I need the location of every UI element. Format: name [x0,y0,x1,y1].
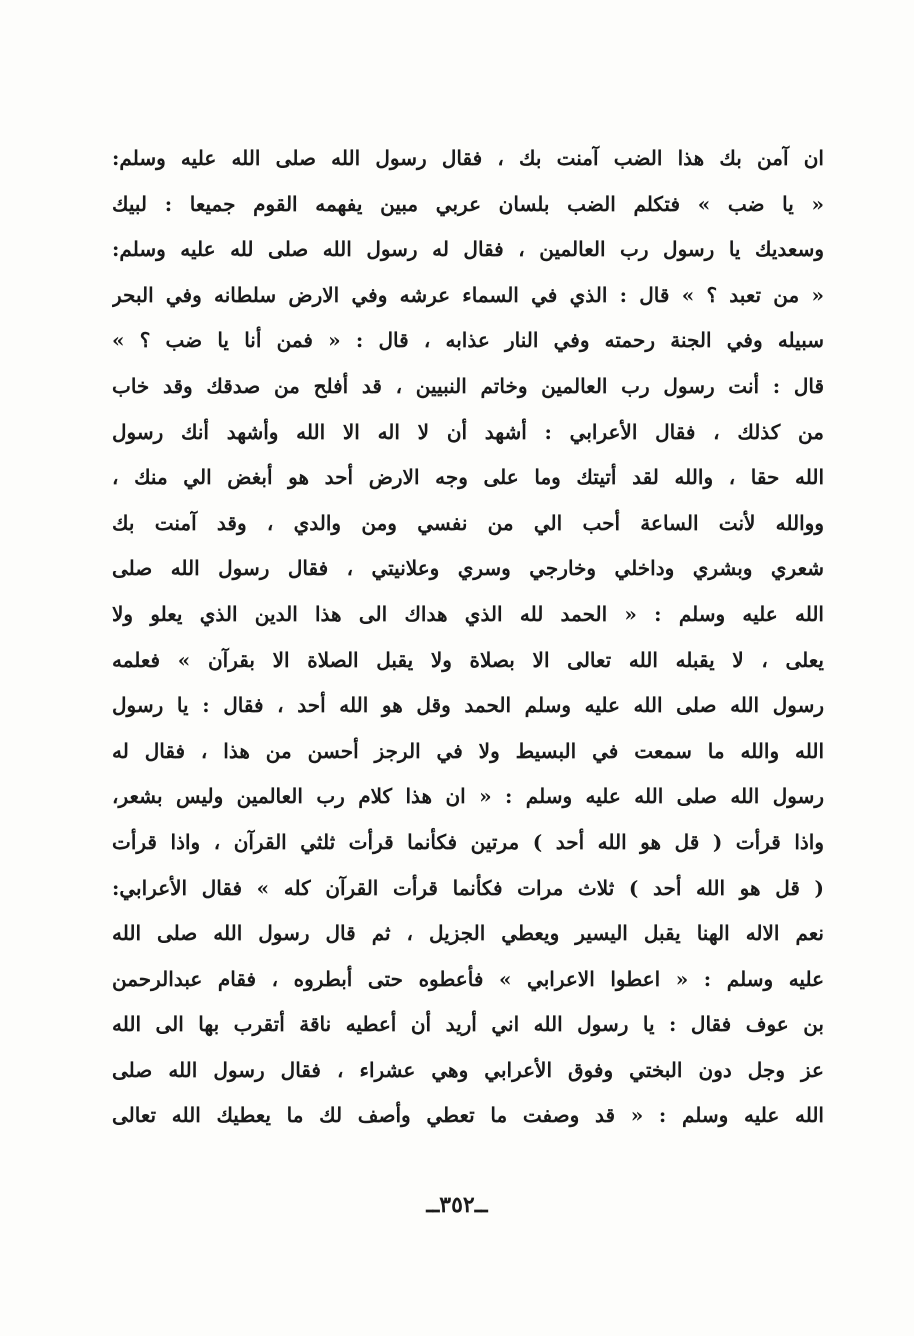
body-text [112,136,824,1139]
text-line: ( قل هو الله أحد ) ثلاث مرات فكأنما قرأت القرآن كله » فقال الأعرابي: [112,875,824,900]
page-number: ــ٣٥٢ــ [426,1192,488,1218]
text-line: رسول الله صلى الله عليه وسلم : « ان هذا كلام رب العالمين وليس بشعر، [112,784,824,809]
text-line: بن عوف فقال : يا رسول الله اني أريد أن أعطيه ناقة أتقرب بها الى الله [112,1012,824,1037]
text-line: قال : أنت رسول رب العالمين وخاتم النبيين ، قد أفلح من صدقك وقد خاب [112,373,824,398]
text-line: رسول الله صلى الله عليه وسلم الحمد وقل هو الله أحد ، فقال : يا رسول [112,693,824,718]
text-line: يعلى ، لا يقبله الله تعالى الا بصلاة ولا يقبل الصلاة الا بقرآن » فعلمه [112,647,824,672]
text-line: ان آمن بك هذا الضب آمنت بك ، فقال رسول الله صلى الله عليه وسلم: [112,146,824,170]
text-line: نعم الاله الهنا يقبل اليسير ويعطي الجزيل ، ثم قال رسول الله صلى الله [112,921,824,946]
text-line: واذا قرأت ( قل هو الله أحد ) مرتين فكأنما قرأت ثلثي القرآن ، واذا قرأت [112,829,824,854]
text-line: من كذلك ، فقال الأعرابي : أشهد أن لا اله الا الله وأشهد أنك رسول [112,419,824,444]
text-line: الله عليه وسلم : « قد وصفت ما تعطي وأصف لك ما يعطيك الله تعالى [112,1103,824,1128]
text-line: ووالله لأنت الساعة أحب الي من نفسي ومن والدي ، وقد آمنت بك [112,510,824,535]
text-line: وسعديك يا رسول رب العالمين ، فقال له رسول الله صلى لله عليه وسلم: [112,237,824,262]
text-line: عز وجل دون البختي وفوق الأعرابي وهي عشراء ، فقال رسول الله صلى [112,1057,824,1082]
text-line: الله عليه وسلم : « الحمد لله الذي هداك الى هذا الدين الذي يعلو ولا [112,601,824,626]
text-line: « يا ضب » فتكلم الضب بلسان عربي مبين يفهمه القوم جميعا : لبيك [112,191,824,216]
text-line: شعري وبشري وداخلي وخارجي وسري وعلانيتي ، فقال رسول الله صلى [112,556,824,581]
text-line: « من تعبد ؟ » قال : الذي في السماء عرشه وفي الارض سلطانه وفي البحر [112,282,824,307]
text-line: عليه وسلم : « اعطوا الاعرابي » فأعطوه حتى أبطروه ، فقام عبدالرحمن [112,966,824,991]
text-line: الله حقا ، والله لقد أتيتك وما على وجه الارض أحد هو أبغض الي منك ، [112,465,824,490]
text-line: سبيله وفي الجنة رحمته وفي النار عذابه ، قال : « فمن أنا يا ضب ؟ » [112,328,824,353]
text-line: الله والله ما سمعت في البسيط ولا في الرجز أحسن من هذا ، فقال له [112,738,824,763]
